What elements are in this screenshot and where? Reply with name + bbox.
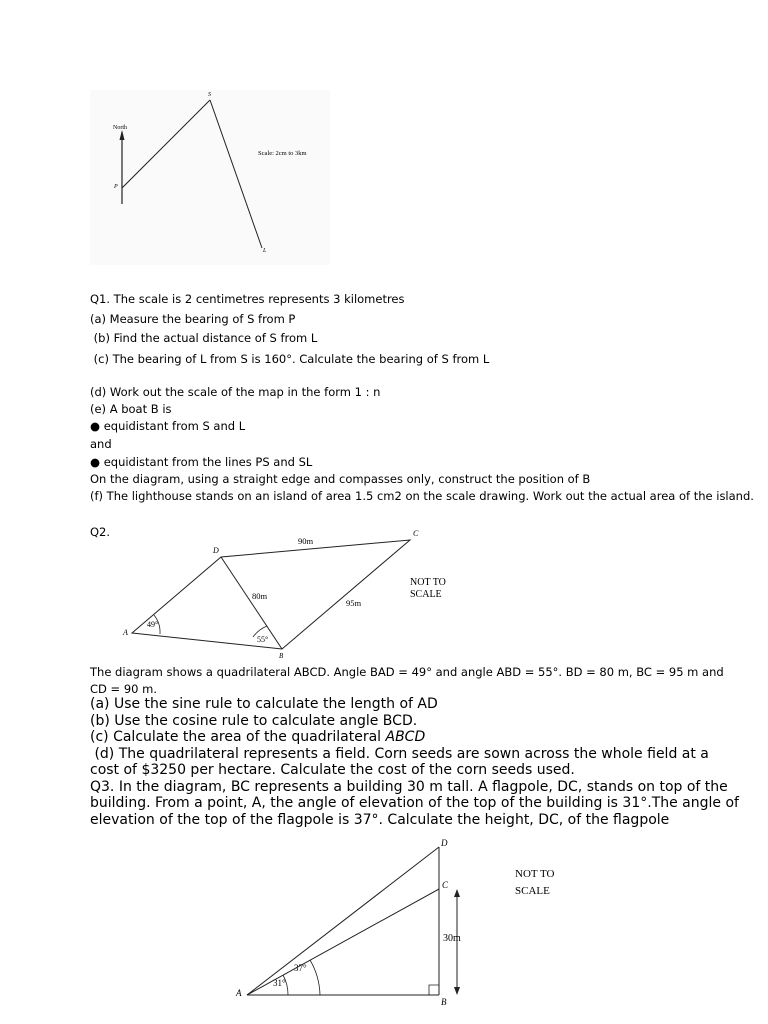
angle-31-arc: [310, 960, 320, 995]
not-to-scale-line1: NOT TO: [410, 577, 446, 588]
point-a-label: A: [236, 988, 242, 998]
q2-part-c: [90, 729, 740, 745]
side-db-label: 80m: [252, 591, 268, 601]
q1-line-1: Q1. The scale is 2 centimetres represents 3 kilometres: [90, 292, 405, 306]
q2-part-d: (d) The quadrilateral represents a field. Corn seeds are sown across the whole field at a cost of $3250 per hectare. Calculate the cost of the corn seeds used.: [90, 746, 714, 779]
point-c-label: C: [442, 880, 449, 890]
q2-paragraph: The diagram shows a quadrilateral ABCD. Angle BAD = 49° and angle ABD = 55°. BD = 80 m, BC = 95 m and CD = 90 m.: [90, 665, 724, 696]
line-ad: [247, 847, 439, 995]
diagonal-bd: [221, 557, 282, 649]
q1-line-3: (b) Find the actual distance of S from L: [90, 331, 318, 345]
angle-37-label: 37°: [294, 963, 307, 973]
q1-line-2: (a) Measure the bearing of S from P: [90, 312, 296, 326]
angle-b-label: 55°: [257, 635, 269, 644]
not-to-scale-line2: SCALE: [410, 589, 442, 600]
flagpole-svg: [230, 835, 590, 1015]
q1-line-5: (d) Work out the scale of the map in the form 1 : n: [90, 385, 381, 399]
q2-part-c-italic: ABCD: [385, 729, 426, 745]
q1-line-10: On the diagram, using a straight edge and compasses only, construct the position of B: [90, 472, 591, 486]
vertex-d-label: D: [213, 546, 219, 555]
q1-line-6: (e) A boat B is: [90, 402, 172, 416]
q1-line-8: and: [90, 437, 112, 451]
vertex-b-label: B: [279, 652, 284, 660]
figure-flagpole: [230, 835, 590, 1015]
q2-part-b: (b) Use the cosine rule to calculate angle BCD.: [90, 713, 418, 729]
point-s-label: S: [208, 92, 211, 98]
height-label: 30m: [443, 933, 461, 944]
figure-quadrilateral: [110, 525, 470, 665]
side-bc-label: 95m: [346, 598, 362, 608]
not-to-scale-line2: SCALE: [515, 885, 550, 897]
scale-label: Scale: 2cm to 3km: [258, 150, 307, 157]
line-ps: [122, 100, 210, 188]
right-angle-mark: [429, 985, 439, 995]
point-b-label: B: [441, 997, 447, 1007]
not-to-scale-line1: NOT TO: [515, 868, 555, 880]
vertex-c-label: C: [413, 529, 419, 538]
q2-heading: Q2.: [90, 525, 111, 539]
q2-part-c-text: (c) Calculate the area of the quadrilateral: [90, 729, 386, 745]
line-sl: [210, 100, 262, 248]
q1-line-9: ● equidistant from the lines PS and SL: [90, 455, 313, 469]
north-label: North: [113, 125, 127, 131]
point-p-label: P: [114, 184, 118, 190]
angle-a-label: 49°: [147, 620, 159, 629]
q3-text: Q3. In the diagram, BC represents a building 30 m tall. A flagpole, DC, stands on top of the building. From a point, A, the angle of elevation of the top of the building is 31°.The angle of elevation of the top of the flagpole is 37°. Calculate the height, DC, of the flagpole: [90, 779, 739, 828]
point-d-label: D: [441, 838, 448, 848]
q1-line-4: (c) The bearing of L from S is 160°. Calculate the bearing of S from L: [90, 352, 490, 366]
figure-bearings: [90, 90, 330, 265]
arrow-up-icon: [454, 889, 460, 897]
vertex-a-label: A: [123, 628, 128, 637]
north-arrow-icon: [120, 130, 125, 140]
angle-31-label: 31°: [273, 978, 286, 988]
side-dc-label: 90m: [298, 536, 314, 546]
point-l-label: L: [263, 248, 267, 254]
q1-line-7: ● equidistant from S and L: [90, 419, 246, 433]
arrow-down-icon: [454, 987, 460, 995]
q1-line-11: (f) The lighthouse stands on an island of area 1.5 cm2 on the scale drawing. Work out the actual area of the island.: [90, 489, 754, 503]
q2-part-a: (a) Use the sine rule to calculate the length of AD: [90, 696, 438, 712]
bearings-svg: [90, 90, 330, 265]
